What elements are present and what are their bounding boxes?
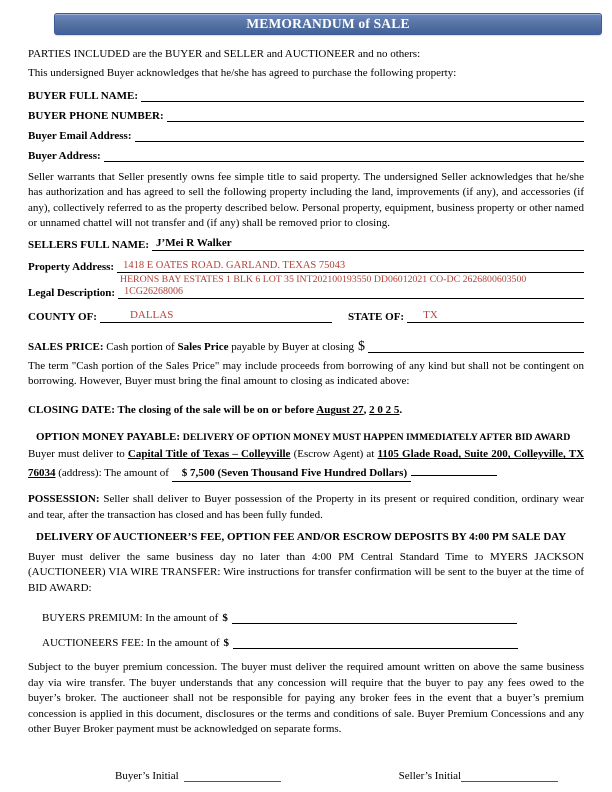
option-amount-underline-extension — [411, 463, 497, 476]
sales-price-seg1: Cash portion of — [106, 340, 175, 353]
closing-date-year: 2 0 2 5 — [369, 404, 400, 417]
seller-full-name-value: J’Mei R Walker — [156, 236, 232, 249]
sales-price-input[interactable] — [368, 339, 584, 353]
auctioneers-fee-input[interactable] — [233, 635, 518, 649]
county-value: DALLAS — [129, 308, 174, 321]
sales-price-seg2: payable by Buyer at closing — [231, 340, 355, 353]
property-address-row — [28, 259, 584, 273]
property-address-label: Property Address: — [28, 260, 115, 273]
state-value: TX — [423, 308, 438, 321]
buyers-premium-input[interactable] — [232, 610, 517, 624]
option-amount-value[interactable]: $ 7,500 (Seven Thousand Five Hundred Dollars) — [172, 466, 411, 482]
buyer-full-name-row — [28, 88, 584, 102]
buyer-acknowledge-line: This undersigned Buyer acknowledges that he/she has agreed to purchase the following property: — [28, 67, 457, 79]
county-state-row — [28, 309, 584, 323]
county-label: COUNTY OF: — [28, 310, 97, 323]
buyers-premium-dollar-sign: $ — [222, 612, 228, 625]
initials-row — [28, 769, 584, 782]
closing-date-text: The closing of the sale will be on or before — [117, 404, 315, 417]
buyer-address-input[interactable] — [104, 148, 584, 162]
buyer-address-row — [28, 148, 584, 162]
buyer-phone-input[interactable] — [167, 108, 584, 122]
possession-text: Seller shall deliver to Buyer possession of the Property in its present or required condition, ordinary wear and tear, after the transaction has closed and has been fully funded. — [28, 493, 584, 521]
delivery-fee-heading: DELIVERY OF AUCTIONEER’S FEE, OPTION FEE AND/OR ESCROW DEPOSITS BY 4:00 PM SALE DAY — [36, 531, 567, 544]
option-seg3: (address): The amount of — [58, 466, 169, 479]
buyer-address-label: Buyer Address: — [28, 150, 101, 162]
option-money-label: OPTION MONEY PAYABLE: — [36, 431, 181, 444]
buyer-email-label: Buyer Email Address: — [28, 130, 132, 142]
sales-price-label: SALES PRICE: — [28, 340, 104, 353]
legal-description-label: Legal Description: — [28, 286, 116, 299]
buyer-phone-label: BUYER PHONE NUMBER: — [28, 110, 164, 122]
seller-full-name-row — [28, 237, 584, 251]
option-money-heading — [36, 430, 584, 445]
escrow-address: 1105 Glade Road, Suite 200, Colleyville, TX 76034 — [28, 448, 585, 479]
closing-date-period: . — [399, 404, 403, 417]
document-title-bar — [54, 13, 602, 35]
closing-date-separator: , — [363, 404, 367, 417]
sales-price-bold-mid: Sales Price — [177, 340, 229, 353]
auctioneers-fee-row — [42, 635, 584, 649]
buyer-email-row — [28, 128, 584, 142]
concession-paragraph: Subject to the buyer premium concession. The buyer must deliver the required amount written on above the same business day via wire transfer. The buyer understands that any concession will require that the buyer to pay any fees owed to the buyer’s broker. The auctioneer shall not be responsible for paying any broker fees in the event that a buyer’s premium concession is applied in this document, disclosures or the terms and conditions of sale. Buyer Premium Concessions and any other Buyer Broker payment must be acknowledged on separate forms. — [28, 661, 584, 735]
property-address-input[interactable] — [117, 259, 584, 273]
auctioneers-fee-label: AUCTIONEERS FEE: In the amount of — [42, 637, 220, 650]
seller-warranty-paragraph: Seller warrants that Seller presently owns fee simple title to said property. The undersigned Seller acknowledges that he/she has authorization and has agreed to sell the following property including the land, improvements (if any), and accessories (if any), collectively referred to as the property described below. Personal property, equipment, business property or other named or unnamed chattel will not transfer and (if any) shall be removed prior to closing. — [28, 171, 584, 230]
state-input[interactable] — [407, 309, 584, 323]
delivery-fee-paragraph: Buyer must deliver the same business day no later than 4:00 PM Central Standard Time to MYERS JACKSON (AUCTIONEER) VIA WIRE TRANSFER: Wire instructions for transfer confirmation will be sent to the buyer at the time of BID AWARD: — [28, 551, 584, 594]
seller-full-name-label: SELLERS FULL NAME: — [28, 238, 150, 251]
buyer-phone-row — [28, 108, 584, 122]
seller-full-name-input[interactable] — [152, 237, 584, 251]
auctioneers-fee-dollar-sign: $ — [223, 637, 230, 650]
option-seg2: (Escrow Agent) at — [293, 448, 375, 461]
buyer-full-name-label: BUYER FULL NAME: — [28, 90, 139, 102]
option-seg1: Buyer must deliver to — [28, 448, 125, 461]
document-title: MEMORANDUM of SALE — [246, 16, 410, 31]
buyer-full-name-input[interactable] — [141, 88, 584, 102]
buyer-email-input[interactable] — [135, 128, 585, 142]
option-money-subheading: DELIVERY OF OPTION MONEY MUST HAPPEN IMMEDIATELY AFTER BID AWARD — [182, 432, 571, 444]
legal-description-row — [28, 285, 584, 299]
closing-date-month-day: August 27 — [316, 404, 364, 417]
sales-price-dollar-sign: $ — [358, 338, 366, 354]
seller-initial-label: Seller’s Initial — [398, 770, 462, 783]
closing-date-label: CLOSING DATE: — [28, 404, 115, 417]
state-label: STATE OF: — [347, 310, 405, 323]
buyer-initial-input[interactable] — [184, 769, 281, 782]
legal-description-value: 1CG26268006 — [124, 285, 183, 297]
legal-description-input[interactable] — [118, 285, 584, 299]
escrow-agent-name: Capital Title of Texas – Colleyville — [127, 448, 291, 461]
buyer-initial-label: Buyer’s Initial — [115, 770, 179, 783]
closing-date-line — [28, 403, 584, 418]
county-input[interactable] — [100, 309, 332, 323]
property-address-value: 1418 E OATES ROAD. GARLAND. TEXAS 75043 — [123, 259, 346, 271]
parties-included-line: PARTIES INCLUDED are the BUYER and SELLER and AUCTIONEER and no others: — [28, 48, 421, 60]
seller-initial-input[interactable] — [461, 769, 558, 782]
sales-price-row — [28, 339, 584, 353]
possession-paragraph — [28, 492, 584, 523]
possession-label: POSSESSION: — [28, 493, 100, 506]
sales-price-note-paragraph: The term "Cash portion of the Sales Price" may include proceeds from borrowing of any kind but shall not be contingent on borrowing. However, Buyer must bring the final amount to closing as indicated above: — [28, 359, 584, 388]
legal-description-line1: HERONS BAY ESTATES 1 BLK 6 LOT 35 INT202100193550 DD06012021 CO-DC 2626800603500 — [120, 273, 527, 285]
option-money-paragraph — [28, 447, 584, 482]
buyers-premium-label: BUYERS PREMIUM: In the amount of — [42, 612, 219, 625]
buyers-premium-row — [42, 610, 584, 624]
